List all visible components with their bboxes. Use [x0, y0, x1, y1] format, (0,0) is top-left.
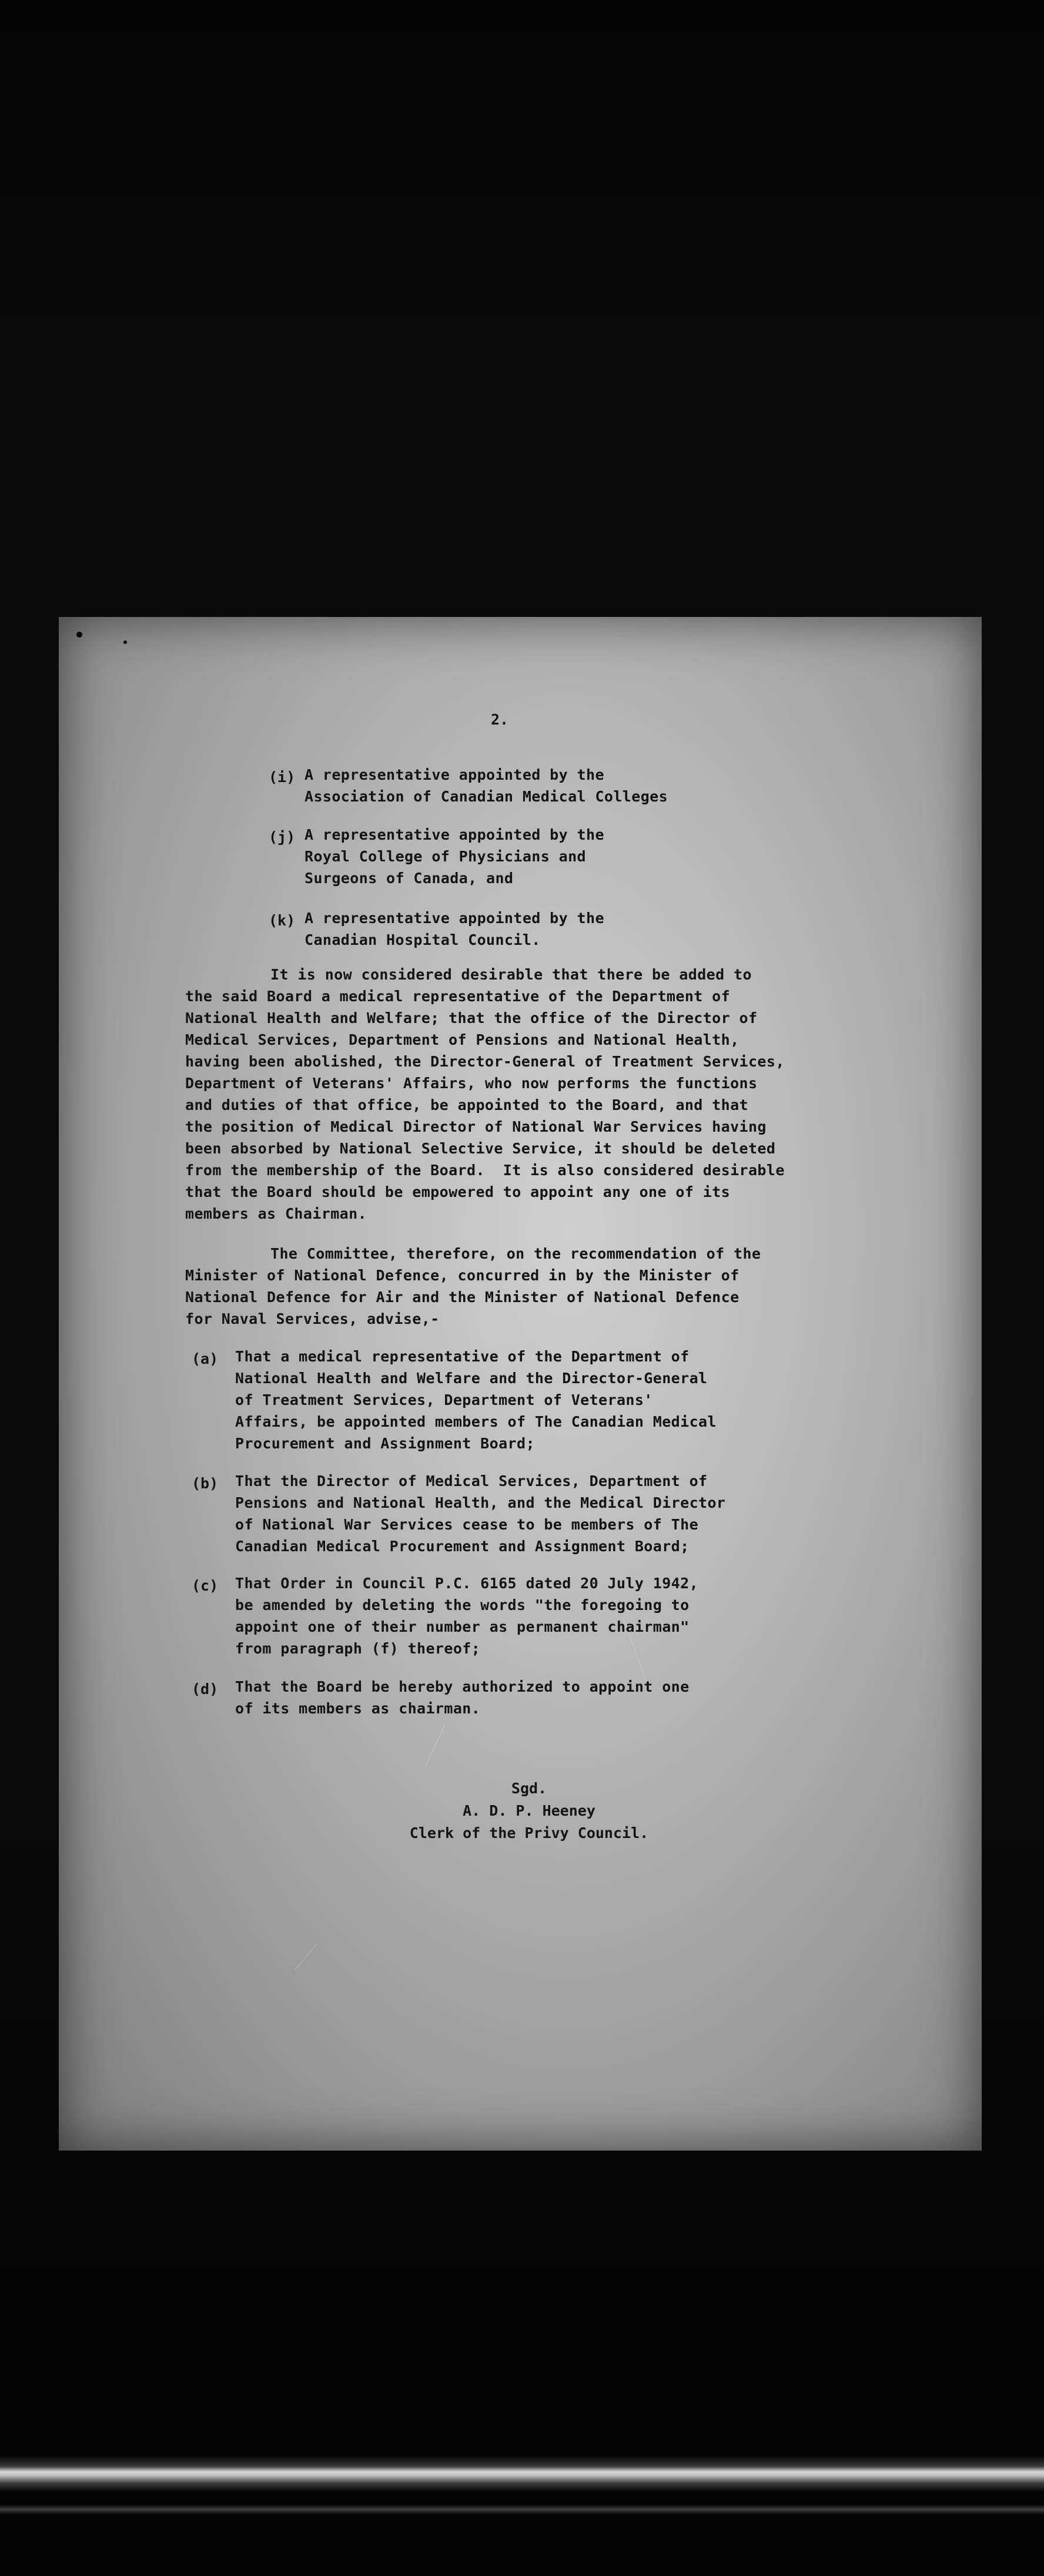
advice-line: That Order in Council P.C. 6165 dated 20 July 1942, — [235, 1575, 699, 1592]
item-line: Surgeons of Canada, and — [304, 870, 514, 887]
paragraph-line: members as Chairman. — [185, 1205, 367, 1222]
paragraph-line: It is now considered desirable that there be added to — [270, 966, 752, 983]
paragraph-line: that the Board should be empowered to appoint any one of its — [185, 1183, 731, 1200]
advice-line: from paragraph (f) thereof; — [235, 1640, 481, 1657]
advice-line: Affairs, be appointed members of The Canadian Medical — [235, 1413, 717, 1430]
item-letter: (j) — [269, 829, 296, 846]
film-strip-edge-lower — [0, 2504, 1044, 2515]
paragraph-line: The Committee, therefore, on the recommendation of the — [270, 1245, 761, 1262]
advice-letter: (d) — [192, 1681, 219, 1698]
paragraph-line: and duties of that office, be appointed to the Board, and that — [185, 1096, 748, 1113]
item-line: A representative appointed by the — [304, 910, 604, 927]
advice-line: That a medical representative of the Department of — [235, 1348, 690, 1365]
signature-block — [323, 1777, 735, 1844]
scratch-mark — [425, 1724, 446, 1767]
signature-name: A. D. P. Heeney — [463, 1802, 595, 1819]
item-line: Royal College of Physicians and — [304, 848, 586, 865]
advice-letter: (a) — [192, 1350, 219, 1367]
item-letter: (i) — [269, 769, 296, 786]
signature-sgd: Sgd. — [511, 1780, 547, 1797]
paragraph-line: Minister of National Defence, concurred in by the Minister of — [185, 1267, 740, 1284]
advice-line: That the Director of Medical Services, Department of — [235, 1473, 708, 1490]
paragraph-line: having been abolished, the Director-General of Treatment Services, — [185, 1053, 785, 1070]
item-letter: (k) — [269, 912, 296, 929]
advice-line: of National War Services cease to be members of The — [235, 1516, 699, 1533]
advice-line: of Treatment Services, Department of Veterans' — [235, 1391, 653, 1408]
item-line: A representative appointed by the — [304, 766, 604, 783]
signature-title: Clerk of the Privy Council. — [409, 1824, 649, 1842]
paragraph-line: Medical Services, Department of Pensions and National Health, — [185, 1031, 740, 1048]
advice-line: appoint one of their number as permanent chairman" — [235, 1618, 690, 1635]
paragraph-line: the position of Medical Director of National War Services having — [185, 1118, 767, 1135]
paragraph-line: from the membership of the Board. It is also considered desirable — [185, 1162, 785, 1179]
paragraph-line: the said Board a medical representative of the Department of — [185, 988, 731, 1005]
document-page — [59, 617, 982, 2151]
advice-line: of its members as chairman. — [235, 1700, 481, 1717]
item-line: Canadian Hospital Council. — [304, 931, 541, 948]
paragraph-line: been absorbed by National Selective Service, it should be deleted — [185, 1140, 776, 1157]
paragraph-line: Department of Veterans' Affairs, who now performs the functions — [185, 1075, 758, 1092]
paragraph-line: National Defence for Air and the Minister of National Defence — [185, 1289, 740, 1306]
advice-letter: (b) — [192, 1475, 219, 1492]
advice-line: be amended by deleting the words "the foregoing to — [235, 1596, 690, 1614]
advice-letter: (c) — [192, 1577, 219, 1594]
advice-line: Pensions and National Health, and the Medical Director — [235, 1494, 726, 1511]
paragraph-line: National Health and Welfare; that the office of the Director of — [185, 1009, 758, 1027]
film-speck — [76, 632, 82, 638]
paragraph-line: for Naval Services, advise,- — [185, 1310, 440, 1327]
page-number: 2. — [491, 711, 509, 728]
item-line: Association of Canadian Medical Colleges — [304, 788, 668, 805]
scratch-mark — [295, 1943, 317, 1971]
film-strip-edge — [0, 2455, 1044, 2493]
advice-line: Canadian Medical Procurement and Assignment Board; — [235, 1538, 690, 1555]
advice-line: National Health and Welfare and the Director-General — [235, 1370, 708, 1387]
item-line: A representative appointed by the — [304, 826, 604, 843]
advice-line: That the Board be hereby authorized to appoint one — [235, 1678, 690, 1695]
advice-line: Procurement and Assignment Board; — [235, 1435, 535, 1452]
film-speck — [123, 640, 127, 644]
